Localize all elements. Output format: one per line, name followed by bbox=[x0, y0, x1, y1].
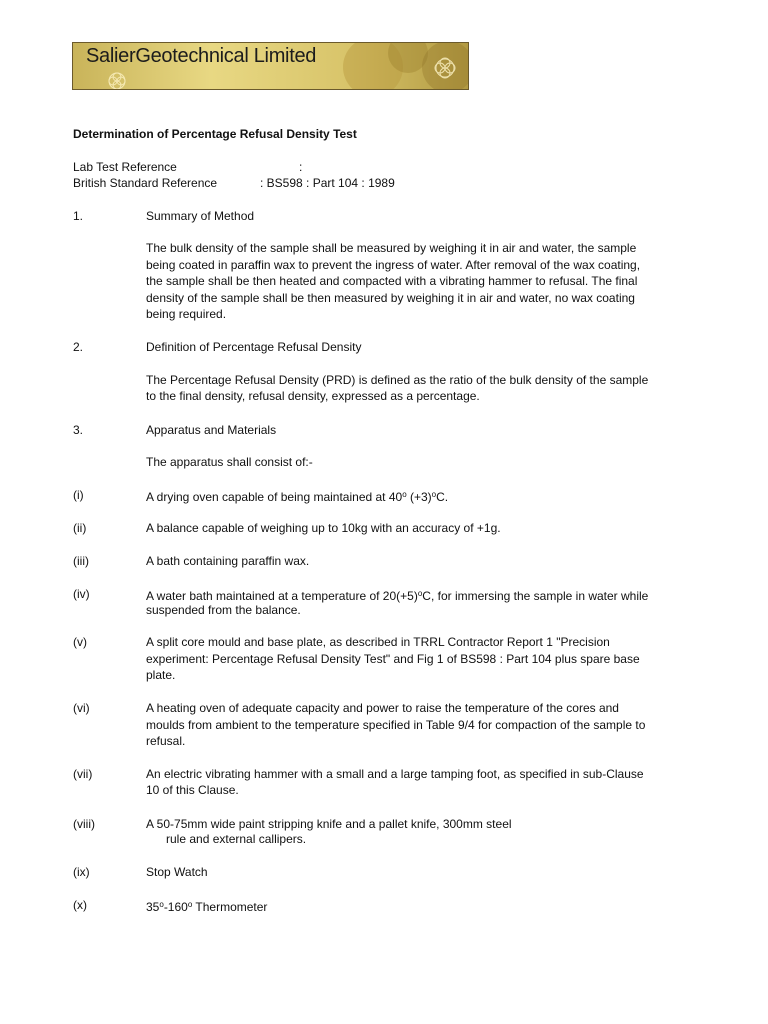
lab-test-reference-colon: : bbox=[299, 160, 303, 174]
item-vi-text-line: moulds from ambient to the temperature specified in Table 9/4 for compaction of the sample to bbox=[146, 718, 646, 732]
item-vi-text-line: refusal. bbox=[146, 734, 186, 748]
item-iii-number: (iii) bbox=[73, 554, 89, 568]
item-ii-text: A balance capable of weighing up to 10kg with an accuracy of +1g. bbox=[146, 521, 501, 535]
item-viii-text-line: A 50-75mm wide paint stripping knife and a pallet knife, 300mm steel bbox=[146, 817, 512, 831]
item-viii-text-line: rule and external callipers. bbox=[146, 832, 307, 846]
item-iv-text-line: suspended from the balance. bbox=[146, 603, 301, 617]
item-viii-number: (viii) bbox=[73, 817, 95, 831]
item-iv-number: (iv) bbox=[73, 587, 90, 601]
item-x-text: 35$^o$-160$^o$ Thermometer bbox=[146, 900, 268, 914]
item-ix-number: (ix) bbox=[73, 865, 90, 879]
item-vii-text-line: 10 of this Clause. bbox=[146, 783, 239, 797]
section-1-heading: Summary of Method bbox=[146, 209, 255, 223]
document-title: Determination of Percentage Refusal Density Test bbox=[73, 127, 357, 141]
section-2-heading: Definition of Percentage Refusal Density bbox=[146, 340, 362, 354]
item-i-text: A drying oven capable of being maintained at 40$^o$ $(+3)^oC$. bbox=[146, 490, 449, 504]
item-ix-text: Stop Watch bbox=[146, 865, 208, 879]
item-iv-text: A water bath maintained at a temperature of $20(+5)^oC$, for immersing the sample in water while bbox=[146, 589, 649, 603]
item-i-number: (i) bbox=[73, 488, 84, 502]
section-3-body-line: The apparatus shall consist of:- bbox=[146, 455, 313, 469]
item-iii-text: A bath containing paraffin wax. bbox=[146, 554, 310, 568]
item-v-number: (v) bbox=[73, 635, 87, 649]
british-standard-reference-label: British Standard Reference bbox=[73, 176, 218, 190]
company-banner bbox=[72, 42, 469, 90]
item-vii-text-line: An electric vibrating hammer with a small and a large tamping foot, as specified in sub-Clause bbox=[146, 767, 644, 781]
company-name: SalierGeotechnical Limited bbox=[86, 45, 317, 67]
section-3-heading: Apparatus and Materials bbox=[146, 423, 277, 437]
section-2-number: 2. bbox=[73, 340, 84, 354]
item-vi-number: (vi) bbox=[73, 701, 90, 715]
section-1-body-line: The bulk density of the sample shall be measured by weighing it in air and water, the sample bbox=[146, 241, 637, 255]
item-ii-number: (ii) bbox=[73, 521, 87, 535]
item-vi-text-line: A heating oven of adequate capacity and power to raise the temperature of the cores and bbox=[146, 701, 619, 715]
item-v-text-line: A split core mould and base plate, as described in TRRL Contractor Report 1 "Precision bbox=[146, 635, 610, 649]
item-v-text-line: plate. bbox=[146, 668, 176, 682]
section-2-body-line: The Percentage Refusal Density (PRD) is defined as the ratio of the bulk density of the sample bbox=[146, 373, 649, 387]
section-1-body-line: being coated in paraffin wax to prevent the ingress of water. After removal of the wax coating, bbox=[146, 258, 641, 272]
section-1-number: 1. bbox=[73, 209, 84, 223]
section-1-body-line: the sample shall be then heated and compacted with a vibrating hammer to refusal. The final bbox=[146, 274, 638, 288]
section-1-body-line: density of the sample shall be then measured by weighing it in air and water, no wax coating bbox=[146, 291, 635, 305]
item-x-number: (x) bbox=[73, 898, 87, 912]
item-vii-number: (vii) bbox=[73, 767, 93, 781]
item-v-text-line: experiment: Percentage Refusal Density Test" and Fig 1 of BS598 : Part 104 plus spare base bbox=[146, 652, 640, 666]
lab-test-reference-label: Lab Test Reference bbox=[73, 160, 177, 174]
british-standard-reference-value: : BS598 : Part 104 : 1989 bbox=[260, 176, 395, 190]
section-2-body-line: to the final density, refusal density, expressed as a percentage. bbox=[146, 389, 480, 403]
section-1-body-line: being required. bbox=[146, 307, 227, 321]
section-3-number: 3. bbox=[73, 423, 84, 437]
